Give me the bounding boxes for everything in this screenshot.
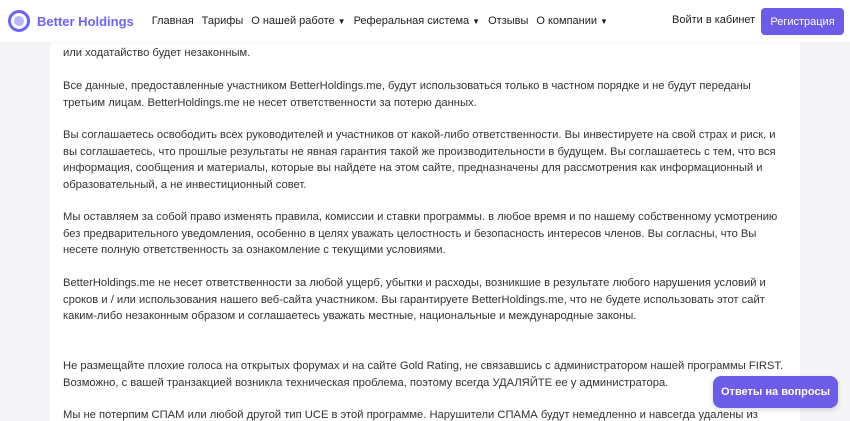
- nav-item-reviews[interactable]: Отзывы: [488, 15, 529, 27]
- faq-button[interactable]: Ответы на вопросы: [713, 376, 838, 408]
- paragraph: BetterHoldings.me не несет ответственности за любой ущерб, убытки и расходы, возникшие в результате любого нарушения условий и сроков и / или использования нашего веб-сайта участником. Вы гарантируете BetterHoldings.me, что не будете использовать этот сайт каким-либо незаконным образом и соглашаетесь уважать местные, национальные и международные законы.: [63, 277, 766, 322]
- logo-icon: [8, 10, 30, 32]
- terms-content: [50, 42, 800, 421]
- login-link[interactable]: Войти в кабинет: [672, 14, 756, 26]
- logo[interactable]: [8, 10, 134, 32]
- paragraph: или ходатайство будет незаконным.: [63, 47, 251, 59]
- paragraph: Мы оставляем за собой право изменять правила, комиссии и ставки программы. в любое время и по нашему собственному усмотрению без предварительного уведомления, особенно в целях уважать целостность и безопасность интересов членов. Вы согласны, что Вы несете полную ответственность за ознакомление с текущими условиями.: [63, 211, 778, 256]
- nav-item-tariffs[interactable]: Тарифы: [201, 15, 244, 27]
- main-nav: [152, 15, 616, 27]
- paragraph: Вы соглашаетесь освободить всех руководителей и участников от какой-либо ответственности. Вы инвестируете на свой страх и риск, и вы соглашаетесь, что прошлые результаты не явная гарантия такой же производительности в будущем. Вы соглашаетесь с тем, что вся информация, сообщения и материалы, которые вы найдете на этом сайте, предназначены для рассмотрения как информационный и образовательный, а не инвестиционный совет.: [63, 129, 776, 191]
- nav-item-about-work[interactable]: О нашей работе ▼: [251, 15, 346, 27]
- site-header: [0, 0, 850, 42]
- nav-item-home[interactable]: Главная: [151, 15, 194, 27]
- chevron-down-icon: ▼: [600, 16, 608, 26]
- chevron-down-icon: ▼: [337, 16, 346, 26]
- register-button[interactable]: Регистрация: [761, 8, 844, 35]
- logo-text: Better Holdings: [37, 13, 134, 29]
- nav-item-company[interactable]: О компании ▼: [536, 15, 608, 27]
- chevron-down-icon: ▼: [472, 16, 481, 26]
- nav-item-referral[interactable]: Реферальная система ▼: [353, 15, 481, 27]
- paragraph: Не размещайте плохие голоса на открытых форумах и на сайте Gold Rating, не связавшись с администратором нашей программы FIRST. Возможно, с вашей транзакцией возникла техническая проблема, поэтому всегда УДАЛЯЙТЕ ее у администратора.: [63, 360, 784, 389]
- paragraph: Мы не потерпим СПАМ или любой другой тип UCE в этой программе. Нарушители СПАМА будут немедленно и навсегда удалены из: [63, 409, 758, 421]
- paragraph: Все данные, предоставленные участником BetterHoldings.me, будут использоваться только в частном порядке и не будут переданы третьим лицам. BetterHoldings.me не несет ответственности за потерю данных.: [63, 80, 751, 109]
